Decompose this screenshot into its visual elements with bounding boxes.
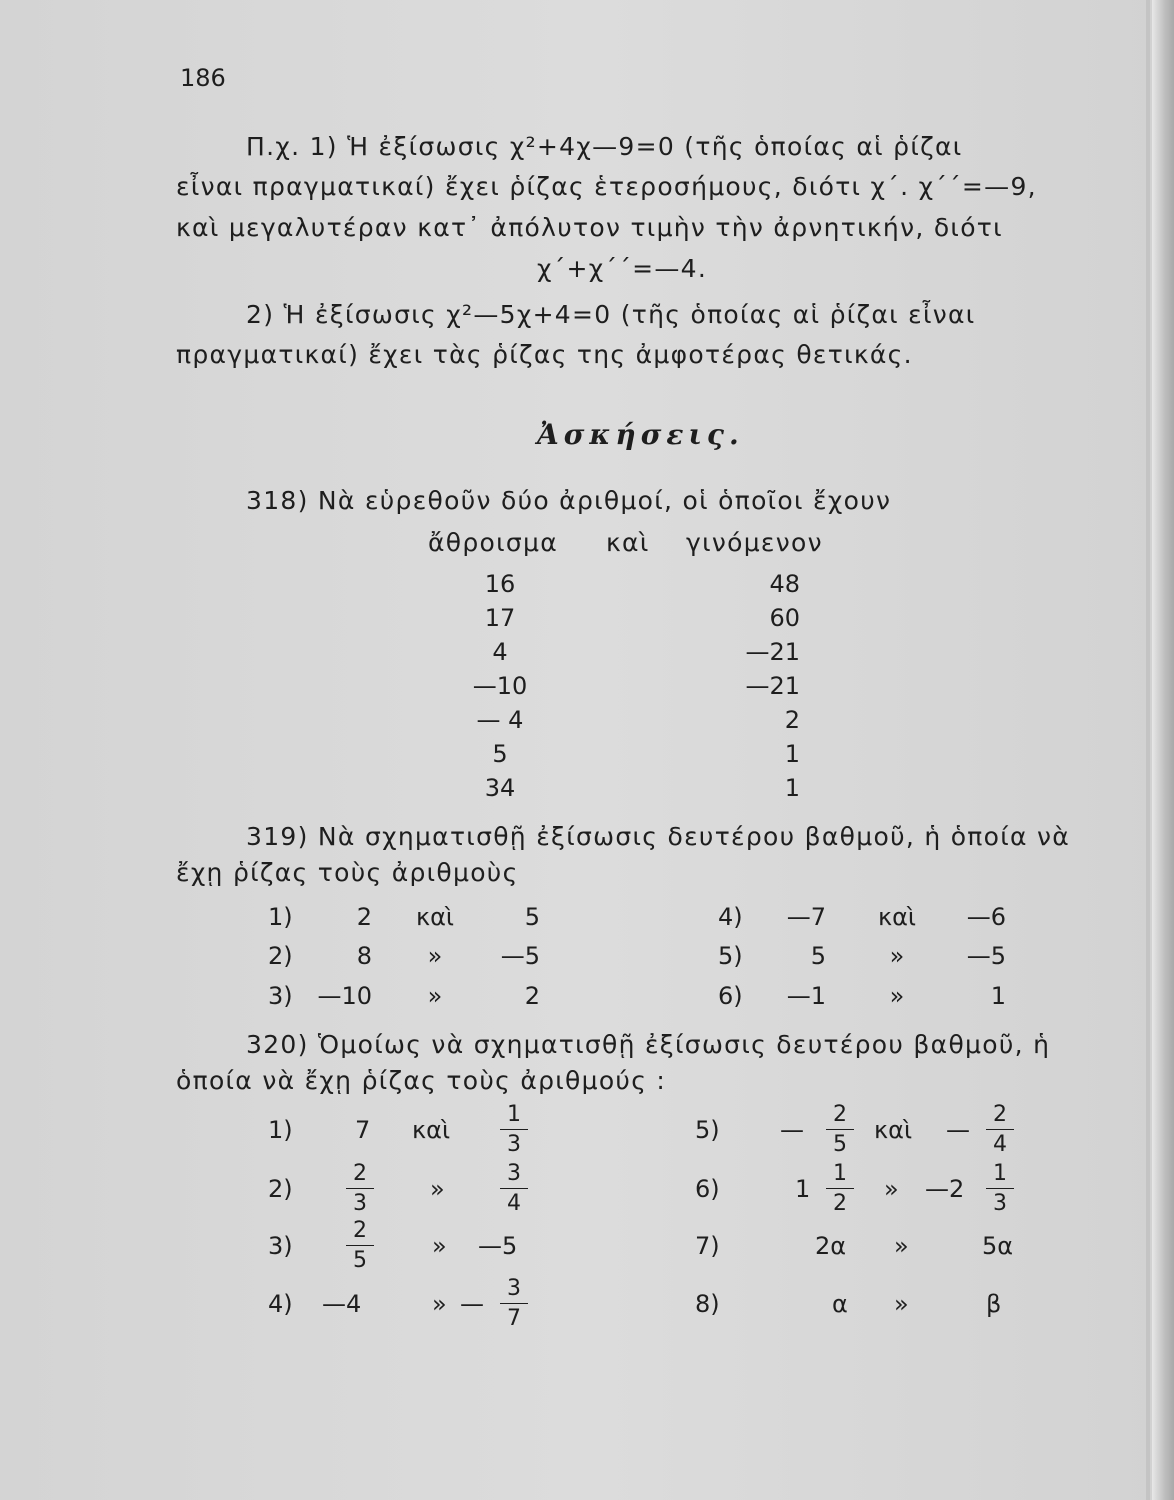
ex320-item-5-b-numerator: 2 bbox=[986, 1104, 1014, 1130]
ex319-item-5-b: —5 bbox=[966, 942, 1006, 970]
ex318-product-7: 1 bbox=[784, 774, 800, 802]
ex320-item-7-number: 7) bbox=[695, 1232, 720, 1260]
ex320-item-3-number: 3) bbox=[268, 1232, 293, 1260]
ex319-item-6-b: 1 bbox=[990, 982, 1006, 1010]
ex319-item-6-number: 6) bbox=[718, 982, 743, 1010]
ex319-item-1-b: 5 bbox=[524, 903, 540, 931]
intro-line-4: χ΄+χ΄΄=—4. bbox=[537, 254, 708, 283]
ex320-line-1: 320) Ὁμοίως νὰ σχηματισθῇ ἐξίσωσις δευτέρου βαθμοῦ, ἡ bbox=[246, 1030, 1051, 1059]
ex319-item-5-sep: » bbox=[889, 942, 905, 970]
ex320-item-4-sep: » bbox=[432, 1290, 447, 1318]
ex320-item-5-b-sign: — bbox=[946, 1116, 970, 1144]
intro-line-2: εἶναι πραγματικαί) ἔχει ῥίζας ἑτεροσήμους, διότι χ΄. χ΄΄=—9, bbox=[176, 172, 1037, 201]
ex320-item-6-a-int: 1 bbox=[795, 1175, 811, 1203]
ex319-item-4-b: —6 bbox=[966, 903, 1006, 931]
ex319-item-1-number: 1) bbox=[268, 903, 293, 931]
ex318-sum-1: 16 bbox=[484, 570, 516, 598]
ex320-item-8-a: α bbox=[832, 1290, 848, 1318]
ex319-item-6-sep: » bbox=[889, 982, 905, 1010]
intro-line-6: πραγματικαί) ἔχει τὰς ῥίζας της ἀμφοτέρας θετικάς. bbox=[176, 340, 913, 369]
ex320-item-5-number: 5) bbox=[695, 1116, 720, 1144]
ex319-line-1: 319) Νὰ σχηματισθῇ ἐξίσωσις δευτέρου βαθμοῦ, ἡ ὁποία νὰ bbox=[246, 822, 1071, 851]
ex318-product-2: 60 bbox=[769, 604, 800, 632]
ex319-item-2-number: 2) bbox=[268, 942, 293, 970]
ex320-item-5-b-fraction bbox=[986, 1104, 1014, 1156]
ex318-text: 318) Νὰ εὑρεθοῦν δύο ἀριθμοί, οἱ ὁποῖοι ἔχουν bbox=[246, 486, 892, 515]
ex320-item-1-sep: καὶ bbox=[412, 1116, 451, 1144]
ex320-item-2-b-numerator: 3 bbox=[500, 1163, 528, 1189]
ex320-item-6-number: 6) bbox=[695, 1175, 720, 1203]
intro-line-1: Π.χ. 1) Ἡ ἐξίσωσις χ²+4χ—9=0 (τῆς ὁποίας αἱ ῥίζαι bbox=[246, 132, 963, 161]
ex320-item-3-a-numerator: 2 bbox=[346, 1220, 374, 1246]
ex318-sum-3: 4 bbox=[492, 638, 508, 666]
ex319-item-3-b: 2 bbox=[524, 982, 540, 1010]
ex319-item-2-a: 8 bbox=[356, 942, 372, 970]
section-heading: Ἀσκήσεις. bbox=[537, 418, 744, 451]
ex319-item-2-sep: » bbox=[427, 942, 443, 970]
ex320-item-6-a-denominator: 2 bbox=[833, 1191, 847, 1216]
ex320-item-2-sep: » bbox=[430, 1175, 445, 1203]
ex320-item-2-a-fraction bbox=[346, 1163, 374, 1215]
ex320-item-3-b: —5 bbox=[478, 1232, 518, 1260]
ex320-item-1-b-denominator: 3 bbox=[507, 1132, 521, 1157]
intro-line-5: 2) Ἡ ἐξίσωσις χ²—5χ+4=0 (τῆς ὁποίας αἱ ῥίζαι εἶναι bbox=[246, 300, 976, 329]
ex319-item-6-a: —1 bbox=[786, 982, 826, 1010]
ex320-item-6-sep: » bbox=[884, 1175, 899, 1203]
ex319-item-4-number: 4) bbox=[718, 903, 743, 931]
ex320-item-2-a-denominator: 3 bbox=[353, 1191, 367, 1216]
intro-line-3: καὶ μεγαλυτέραν κατ᾽ ἀπόλυτον τιμὴν τὴν ἀρνητικήν, διότι bbox=[176, 213, 1003, 242]
ex320-item-6-b-int: —2 bbox=[925, 1175, 965, 1203]
ex320-item-8-number: 8) bbox=[695, 1290, 720, 1318]
ex320-item-8-b: β bbox=[986, 1290, 1002, 1318]
ex319-item-1-sep: καὶ bbox=[415, 903, 455, 931]
ex318-sum-5: — 4 bbox=[476, 706, 524, 734]
ex318-sum-6: 5 bbox=[492, 740, 508, 768]
ex319-line-2: ἔχῃ ῥίζας τοὺς ἀριθμοὺς bbox=[176, 858, 519, 887]
ex320-item-1-number: 1) bbox=[268, 1116, 293, 1144]
ex318-sum-7: 34 bbox=[484, 774, 516, 802]
ex320-item-5-a-numerator: 2 bbox=[826, 1104, 854, 1130]
ex319-item-5-a: 5 bbox=[810, 942, 826, 970]
ex320-item-3-a-denominator: 5 bbox=[353, 1248, 367, 1273]
ex320-item-2-b-fraction bbox=[500, 1163, 528, 1215]
page-edge bbox=[1152, 0, 1174, 1500]
ex318-product-6: 1 bbox=[784, 740, 800, 768]
ex320-item-4-b-sign: — bbox=[460, 1290, 484, 1318]
ex318-header-and: καὶ bbox=[606, 528, 650, 557]
ex320-item-1-b-fraction bbox=[500, 1104, 528, 1156]
ex320-item-7-b: 5α bbox=[982, 1232, 1014, 1260]
ex319-item-4-a: —7 bbox=[786, 903, 826, 931]
page-number: 186 bbox=[180, 64, 226, 92]
ex320-item-5-a-sign: — bbox=[780, 1116, 804, 1144]
ex320-item-4-a: —4 bbox=[322, 1290, 362, 1318]
ex320-item-4-b-fraction bbox=[500, 1278, 528, 1330]
ex320-item-4-number: 4) bbox=[268, 1290, 293, 1318]
ex318-product-3: —21 bbox=[745, 638, 800, 666]
ex320-item-1-b-numerator: 1 bbox=[500, 1104, 528, 1130]
ex320-item-7-a: 2α bbox=[815, 1232, 847, 1260]
ex319-item-3-a: —10 bbox=[317, 982, 372, 1010]
ex320-item-6-a-fraction bbox=[826, 1163, 854, 1215]
ex318-product-1: 48 bbox=[769, 570, 800, 598]
ex320-item-8-sep: » bbox=[894, 1290, 909, 1318]
ex320-item-3-sep: » bbox=[432, 1232, 447, 1260]
ex319-item-2-b: —5 bbox=[500, 942, 540, 970]
ex320-item-7-sep: » bbox=[894, 1232, 909, 1260]
ex319-item-5-number: 5) bbox=[718, 942, 743, 970]
ex320-item-5-sep: καὶ bbox=[874, 1116, 913, 1144]
ex319-item-3-number: 3) bbox=[268, 982, 293, 1010]
page-fold bbox=[1146, 0, 1150, 1500]
ex320-item-6-b-denominator: 3 bbox=[993, 1191, 1007, 1216]
ex320-item-1-a: 7 bbox=[355, 1116, 371, 1144]
ex320-item-6-a-numerator: 1 bbox=[826, 1163, 854, 1189]
ex320-item-4-b-denominator: 7 bbox=[507, 1306, 521, 1331]
ex319-item-3-sep: » bbox=[427, 982, 443, 1010]
ex319-item-4-sep: καὶ bbox=[877, 903, 917, 931]
ex318-product-4: —21 bbox=[745, 672, 800, 700]
ex319-item-1-a: 2 bbox=[356, 903, 372, 931]
ex318-product-5: 2 bbox=[784, 706, 800, 734]
ex320-item-6-b-fraction bbox=[986, 1163, 1014, 1215]
ex320-item-5-a-fraction bbox=[826, 1104, 854, 1156]
ex320-item-2-b-denominator: 4 bbox=[507, 1191, 521, 1216]
ex320-item-5-a-denominator: 5 bbox=[833, 1132, 847, 1157]
ex318-header-sum: ἄθροισμα bbox=[428, 528, 559, 557]
ex318-sum-2: 17 bbox=[484, 604, 516, 632]
ex320-item-2-a-numerator: 2 bbox=[346, 1163, 374, 1189]
ex320-item-3-a-fraction bbox=[346, 1220, 374, 1272]
ex320-item-5-b-denominator: 4 bbox=[993, 1132, 1007, 1157]
ex318-header-product: γινόμενον bbox=[686, 528, 823, 557]
ex320-item-6-b-numerator: 1 bbox=[986, 1163, 1014, 1189]
ex320-item-2-number: 2) bbox=[268, 1175, 293, 1203]
ex320-item-4-b-numerator: 3 bbox=[500, 1278, 528, 1304]
ex318-sum-4: —10 bbox=[472, 672, 528, 700]
ex320-line-2: ὁποία νὰ ἔχῃ ῥίζας τοὺς ἀριθμούς : bbox=[176, 1066, 667, 1095]
